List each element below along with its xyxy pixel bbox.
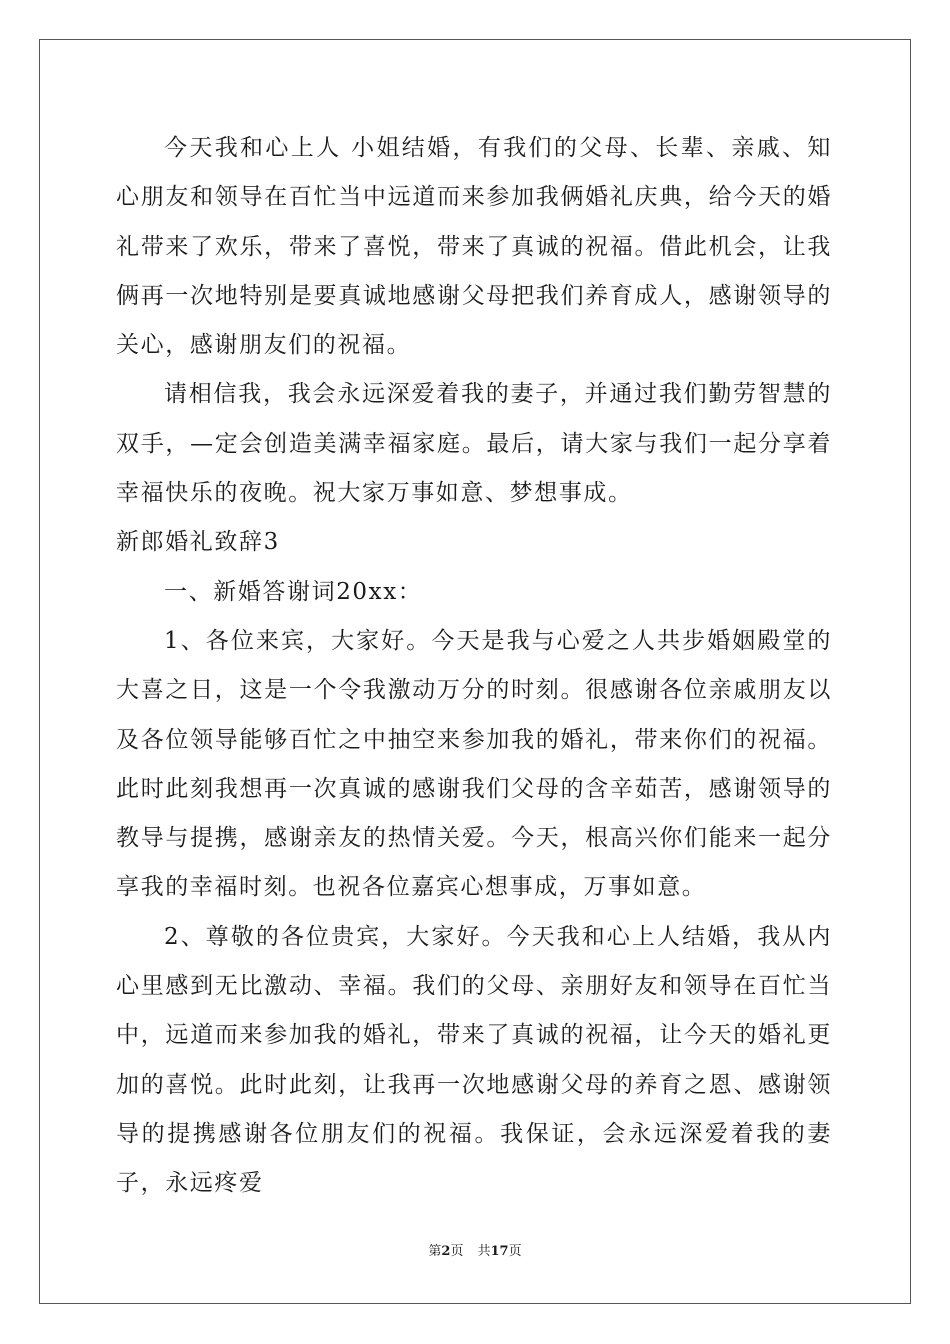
subsection-heading: 一、新婚答谢词20xx： xyxy=(164,578,423,605)
section-heading: 新郎婚礼致辞3 xyxy=(116,529,280,556)
paragraph-1: 今天我和心上人 小姐结婚，有我们的父母、长辈、亲戚、知心朋友和领导在百忙当中远道而来参加我俩婚礼庆典，给今天的婚礼带来了欢乐，带来了喜悦，带来了真诚的祝福。借此机会，让我俩再一次地特别是要真诚地感谢父母把我们养育成人，感谢领导的关心，感谢朋友们的祝福。 xyxy=(116,135,832,359)
footer-total-pages: 17 xyxy=(490,1244,509,1259)
footer-page-prefix: 第 xyxy=(428,1244,442,1259)
footer-page-number: 2 xyxy=(441,1244,451,1259)
footer-total-prefix: 共 xyxy=(477,1244,491,1259)
document-body xyxy=(116,124,832,1209)
footer-total-suffix: 页 xyxy=(508,1244,522,1259)
paragraph-3: 1、各位来宾，大家好。今天是我与心爱之人共步婚姻殿堂的大喜之日，这是一个令我激动万分的时刻。很感谢各位亲戚朋友以及各位领导能够百忙之中抽空来参加我的婚礼，带来你们的祝福。此时此刻我想再一次真诚的感谢我们父母的含辛茹苦，感谢领导的教导与提携，感谢亲友的热情关爱。今天，根高兴你们能来一起分享我的幸福时刻。也祝各位嘉宾心想事成，万事如意。 xyxy=(116,627,832,901)
page-footer xyxy=(0,1240,950,1259)
footer-page-suffix: 页 xyxy=(450,1244,464,1259)
paragraph-2: 请相信我，我会永远深爱着我的妻子，并通过我们勤劳智慧的双手，—定会创造美满幸福家庭。最后，请大家与我们一起分享着幸福快乐的夜晚。祝大家万事如意、梦想事成。 xyxy=(116,381,832,507)
paragraph-4: 2、尊敬的各位贵宾，大家好。今天我和心上人结婚，我从内心里感到无比激动、幸福。我们的父母、亲朋好友和领导在百忙当中，远道而来参加我的婚礼，带来了真诚的祝福，让今天的婚礼更加的喜悦。此时此刻，让我再一次地感谢父母的养育之恩、感谢领导的提携感谢各位朋友们的祝福。我保证，会永远深爱着我的妻子，永远疼爱 xyxy=(116,923,832,1197)
